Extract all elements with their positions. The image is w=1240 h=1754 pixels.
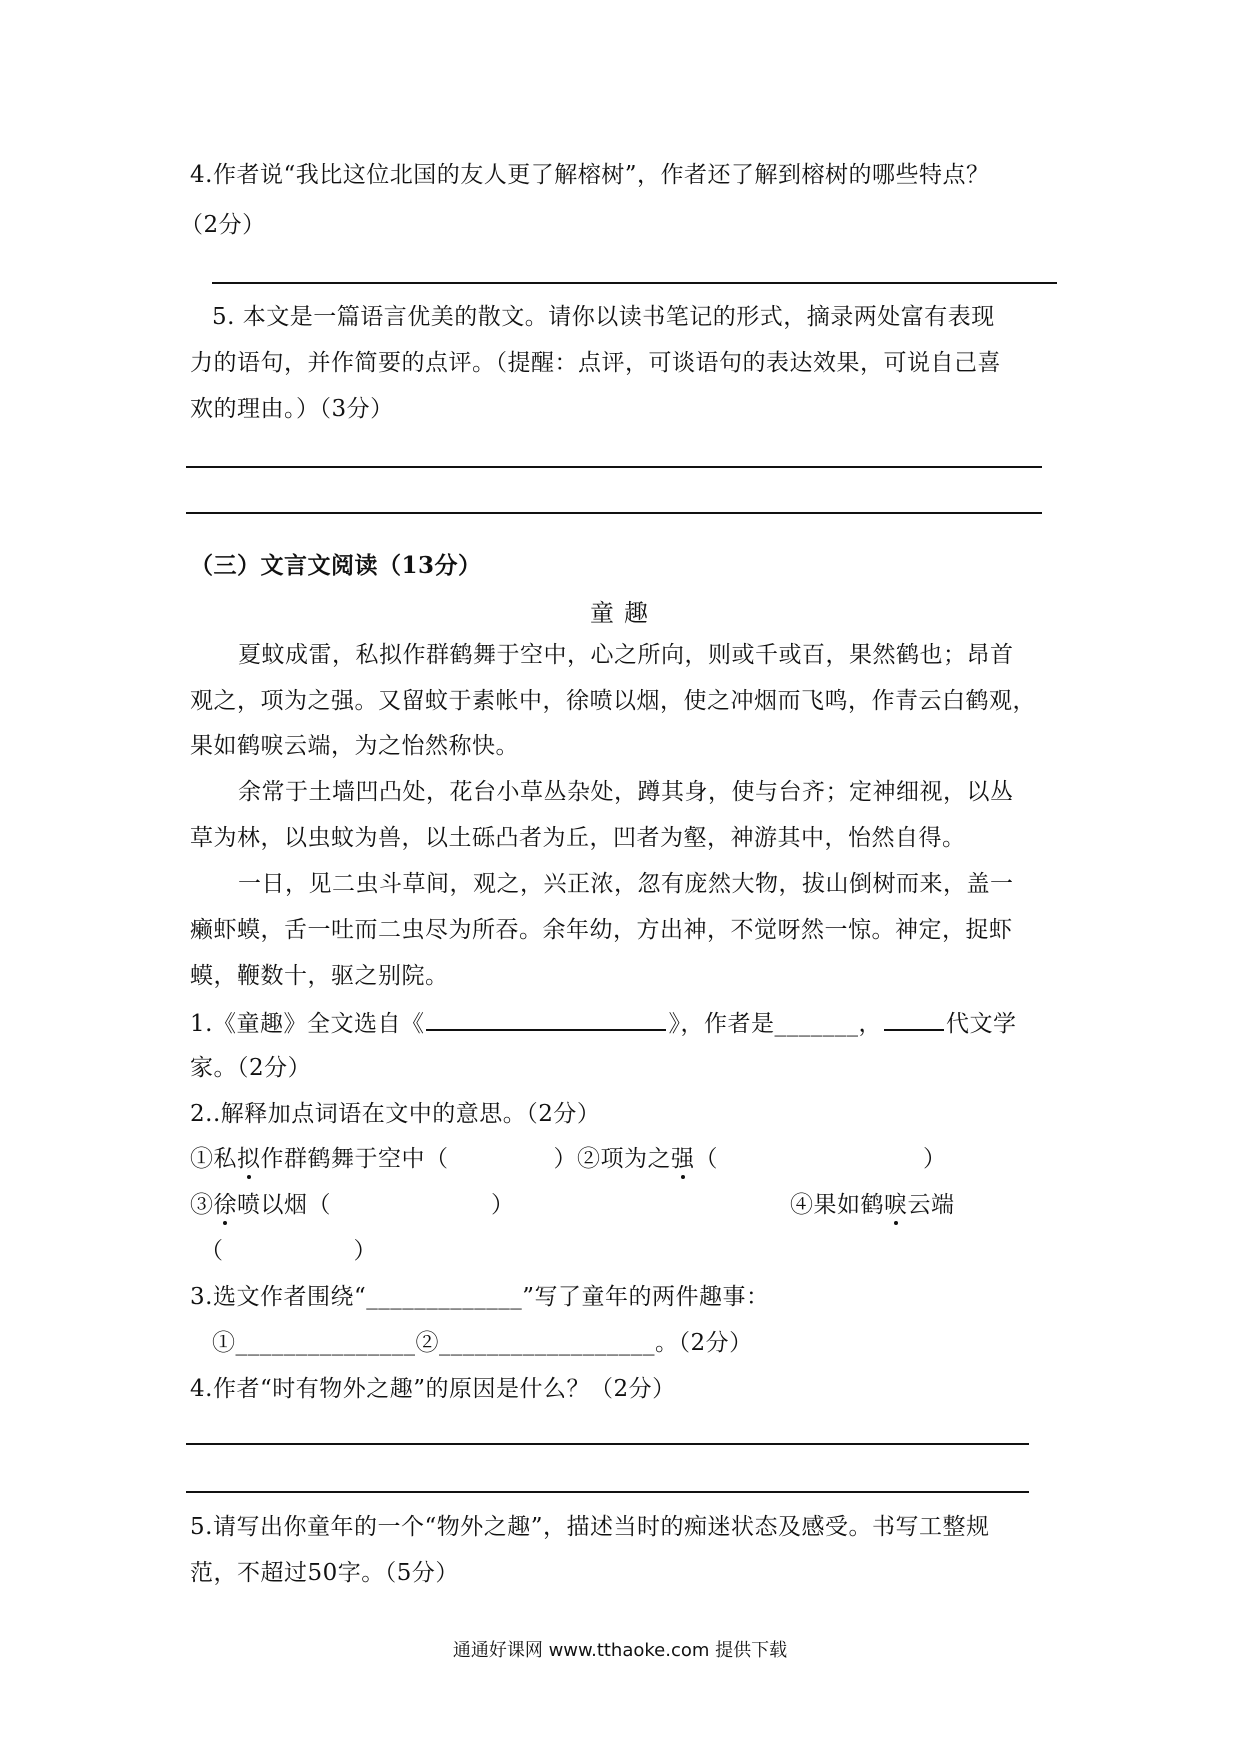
q2-item4-prefix: ④果如鹤 <box>790 1192 884 1218</box>
question-4-score: （2分） <box>180 212 266 238</box>
q2-item2-open: （ <box>694 1146 718 1172</box>
q2-item3-text: 喷以烟（ <box>237 1192 331 1218</box>
answer-line[interactable] <box>212 282 1057 284</box>
question-1-prefix: 1.《童趣》全文选自《 <box>190 1011 425 1037</box>
question-4-text: 4.作者说“我比这位北国的友人更了解榕树”，作者还了解到榕树的哪些特点？ <box>190 162 990 188</box>
question-2-item3 <box>190 1190 515 1220</box>
question-1-suffix: 代文学 <box>945 1011 1017 1037</box>
question-5-text-line2: 力的语句，并作简要的点评。（提醒：点评，可谈语句的表达效果，可说自己喜 <box>190 350 1001 376</box>
passage-paragraph: 余常于土墙凹凸处，花台小草丛杂处，蹲其身，使与台齐；定神细视，以丛 <box>238 779 1014 805</box>
q2-item4-close: ） <box>353 1238 377 1264</box>
q2-item2-prefix: ②项为之 <box>577 1146 671 1172</box>
fill-blank-book[interactable] <box>426 1007 666 1031</box>
answer-line[interactable] <box>186 466 1042 468</box>
question-4: 4.作者“时有物外之趣”的原因是什么？（2分） <box>190 1376 676 1402</box>
question-3: 3.选文作者围绕“_____________”写了童年的两件趣事： <box>190 1284 770 1310</box>
q2-item3-close: ） <box>491 1192 515 1218</box>
question-2-item4-answer <box>200 1236 377 1266</box>
passage-line: 草为林，以虫蚊为兽，以土砾凸者为丘，凹者为壑，神游其中，怡然自得。 <box>190 825 966 851</box>
question-1-middle: 》，作者是_______， <box>668 1011 882 1037</box>
footer-download-notice: 通通好课网 www.tthaoke.com 提供下载 <box>452 1640 788 1661</box>
answer-line[interactable] <box>186 1491 1029 1493</box>
q2-item2-close: ） <box>923 1146 947 1172</box>
passage-title: 童趣 <box>590 599 658 627</box>
q2-item4-open: （ <box>200 1238 224 1264</box>
question-1 <box>190 1007 1016 1039</box>
question-1-score: 家。（2分） <box>190 1055 312 1081</box>
passage-line: 癞虾蟆，舌一吐而二虫尽为所吞。余年幼，方出神，不觉呀然一惊。神定，捉虾 <box>190 917 1013 943</box>
q2-item2-dotted-word: 强 <box>671 1146 695 1172</box>
passage-line: 果如鹤唳云端，为之怡然称快。 <box>190 733 519 759</box>
answer-line[interactable] <box>186 1443 1029 1445</box>
q2-item3-dotted-word: 徐 <box>213 1192 237 1218</box>
q2-item1-text: 作群鹤舞于空中（ <box>260 1146 449 1172</box>
passage-line: 观之，项为之强。又留蚊于素帐中，徐喷以烟，使之冲烟而飞鸣，作青云白鹤观， <box>190 688 1036 714</box>
q2-item4-text: 云端 <box>907 1192 955 1218</box>
question-2: 2..解释加点词语在文中的意思。（2分） <box>190 1101 601 1127</box>
q2-item3-prefix: ③ <box>190 1192 214 1218</box>
question-3-items: ①_______________②__________________。（2分） <box>212 1330 753 1356</box>
question-5-line2: 范，不超过50字。（5分） <box>190 1560 459 1586</box>
q2-item1-close: ） <box>553 1146 577 1172</box>
question-2-items-row1 <box>190 1144 947 1174</box>
answer-line[interactable] <box>186 512 1042 514</box>
question-5: 5.请写出你童年的一个“物外之趣”，描述当时的痴迷状态及感受。书写工整规 <box>190 1514 990 1540</box>
passage-paragraph: 一日，见二虫斗草间，观之，兴正浓，忽有庞然大物，拔山倒树而来，盖一 <box>238 871 1014 897</box>
section-heading: （三）文言文阅读（13分） <box>190 552 482 579</box>
passage-paragraph: 夏蚊成雷，私拟作群鹤舞于空中，心之所向，则或千或百，果然鹤也；昂首 <box>238 642 1014 668</box>
q2-item1-dotted-word: 拟 <box>237 1146 261 1172</box>
fill-blank-dynasty[interactable] <box>884 1007 944 1031</box>
q2-item1-prefix: ①私 <box>190 1146 237 1172</box>
q2-item4-dotted-word: 唳 <box>884 1192 908 1218</box>
question-5-text-line3: 欢的理由。）（3分） <box>190 396 394 422</box>
passage-line: 蟆，鞭数十，驱之别院。 <box>190 963 449 989</box>
question-5-text: 5. 本文是一篇语言优美的散文。请你以读书笔记的形式，摘录两处富有表现 <box>212 304 995 330</box>
question-2-item4 <box>790 1190 955 1220</box>
